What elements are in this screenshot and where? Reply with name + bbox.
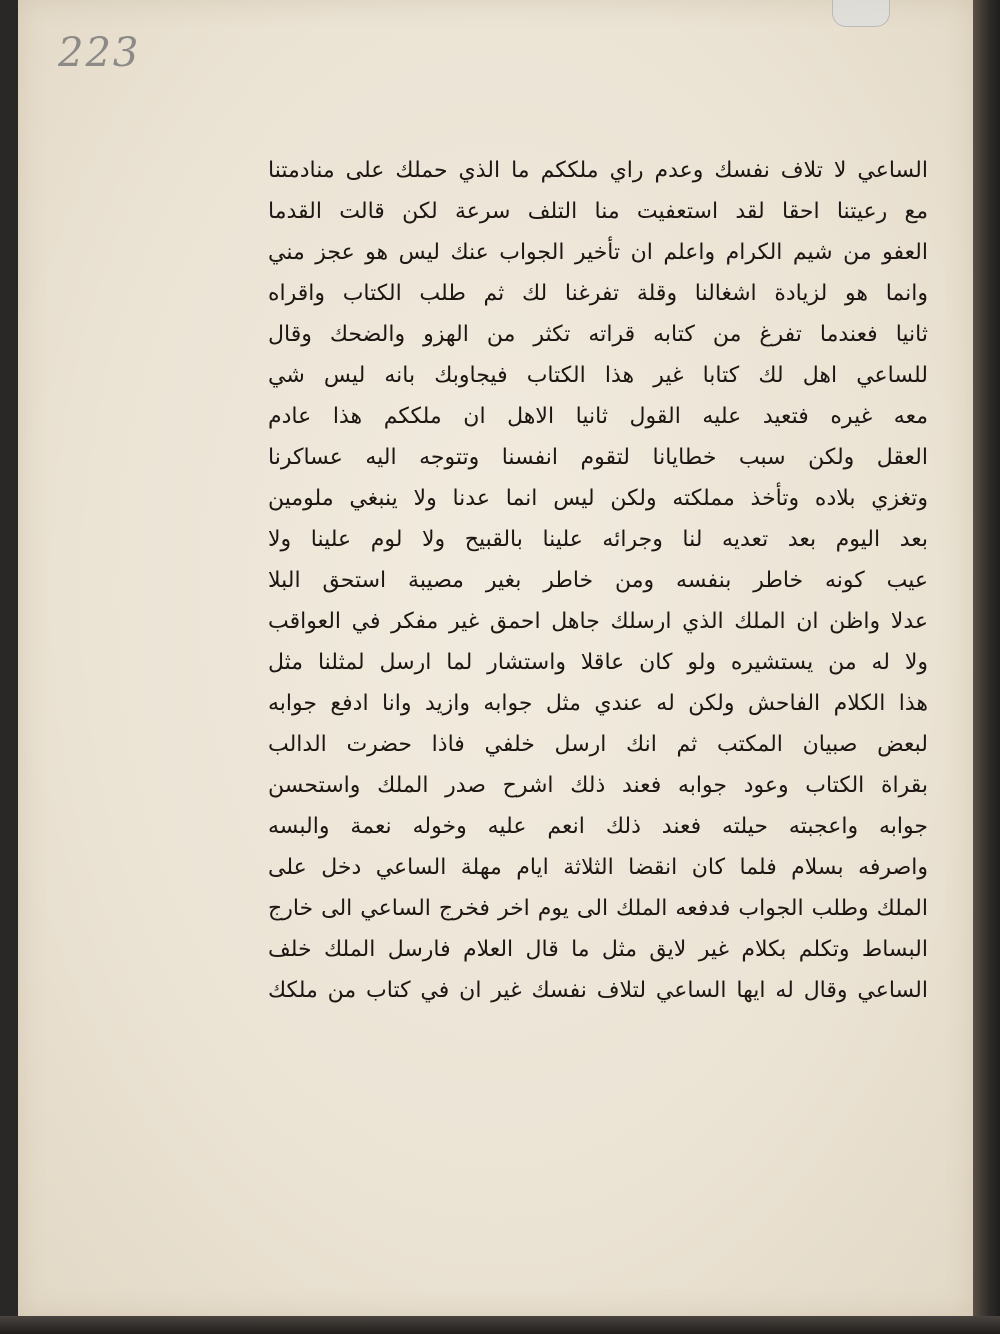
manuscript-text-block	[268, 150, 928, 1130]
manuscript-line: معه غيره فتعيد عليه القول ثانيا الاهل ان ملككم هذا عادم	[268, 404, 928, 429]
manuscript-line: الساعي لا تلاف نفسك وعدم راي ملككم ما الذي حملك على منادمتنا	[268, 158, 928, 183]
page-clip	[832, 0, 890, 27]
manuscript-line: البساط وتكلم بكلام غير لايق مثل ما قال العلام فارسل الملك خلف	[268, 937, 928, 962]
manuscript-line: عيب كونه خاطر بنفسه ومن خاطر بغير مصيبة استحق البلا	[268, 568, 928, 593]
manuscript-line: بعد اليوم بعد تعديه لنا وجرائه علينا بالقبيح ولا لوم علينا ولا	[268, 527, 928, 552]
manuscript-line: ولا له من يستشيره ولو كان عاقلا واستشار لما ارسل لمثلنا مثل	[268, 650, 928, 675]
manuscript-line: العفو من شيم الكرام واعلم ان تأخير الجواب عنك ليس هو عجز مني	[268, 240, 928, 265]
manuscript-line: هذا الكلام الفاحش ولكن له عندي مثل جوابه وازيد وانا ادفع جوابه	[268, 691, 928, 716]
folio-number: 223	[58, 30, 141, 76]
manuscript-page	[18, 0, 975, 1316]
manuscript-line: ثانيا فعندما تفرغ من كتابه قراته تكثر من الهزو والضحك وقال	[268, 322, 928, 347]
manuscript-line: جوابه واعجبته حيلته فعند ذلك انعم عليه وخوله نعمة والبسه	[268, 814, 928, 839]
page-edge-shadow	[973, 0, 1000, 1334]
manuscript-line: العقل ولكن سبب خطايانا لتقوم انفسنا وتتوجه اليه عساكرنا	[268, 445, 928, 470]
manuscript-line: عدلا واظن ان الملك الذي ارسلك جاهل احمق غير مفكر في العواقب	[268, 609, 928, 634]
manuscript-line: واصرفه بسلام فلما كان انقضا الثلاثة ايام مهلة الساعي دخل على	[268, 855, 928, 880]
manuscript-line: مع رعيتنا احقا لقد استعفيت منا التلف سرعة لكن قالت القدما	[268, 199, 928, 224]
page-bottom-shadow	[0, 1316, 1000, 1334]
manuscript-line: وانما هو لزيادة اشغالنا وقلة تفرغنا لك ثم طلب الكتاب واقراه	[268, 281, 928, 306]
manuscript-line: الساعي وقال له ايها الساعي لتلاف نفسك غير ان في كتاب من ملكك	[268, 978, 928, 1003]
manuscript-line: الملك وطلب الجواب فدفعه الملك الى يوم اخر فخرج الساعي الى خارج	[268, 896, 928, 921]
manuscript-line: بقراة الكتاب وعود جوابه فعند ذلك اشرح صدر الملك واستحسن	[268, 773, 928, 798]
manuscript-line: لبعض صبيان المكتب ثم انك ارسل خلفي فاذا حضرت الدالب	[268, 732, 928, 757]
manuscript-line: للساعي اهل لك كتابا غير هذا الكتاب فيجاوبك بانه ليس شي	[268, 363, 928, 388]
manuscript-line: وتغزي بلاده وتأخذ مملكته ولكن ليس انما عدنا ولا ينبغي ملومين	[268, 486, 928, 511]
